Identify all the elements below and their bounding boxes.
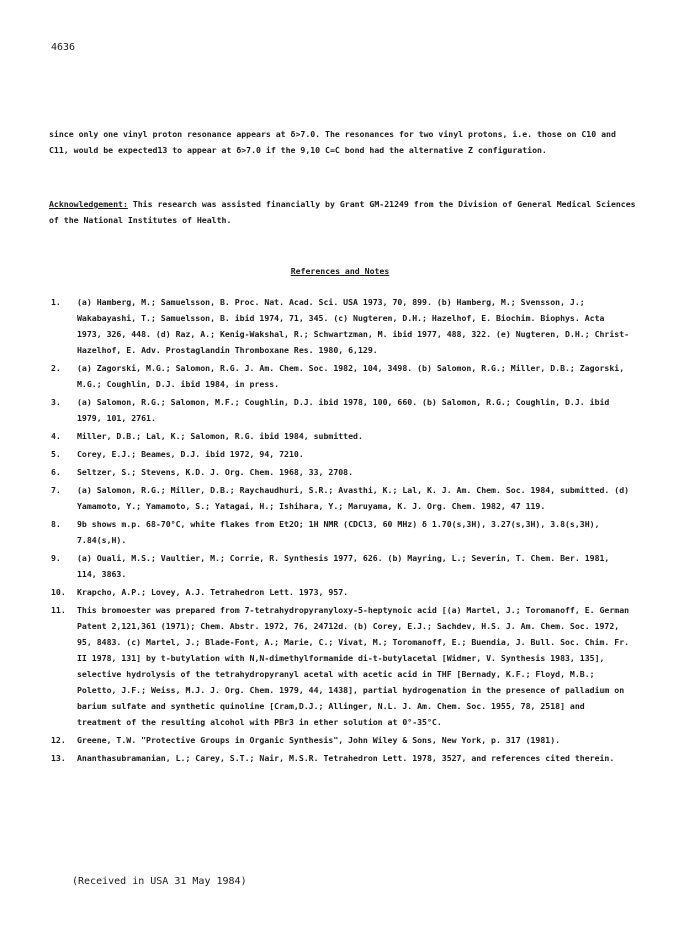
acknowledgement-paragraph [49, 196, 639, 228]
reference-number: 12. [51, 735, 66, 745]
reference-text: (a) Ouali, M.S.; Vaultier, M.; Corrie, R. Synthesis 1977, 626. (b) Mayring, L.; Severin, T. Chem. Ber. 1981, 114, 3863. [77, 553, 610, 579]
reference-number: 2. [51, 363, 61, 373]
reference-item-10 [51, 584, 631, 600]
reference-text: (a) Hamberg, M.; Samuelsson, B. Proc. Nat. Acad. Sci. USA 1973, 70, 899. (b) Hamberg, M.; Svensson, J.; Wakabayashi, T.; Samuelsson, B. ibid 1974, 71, 345. (c) Nugteren, D.H.; Hazelhof, E. Biochim. Biophys. Acta 1973, 326, 448. (d) Raz, A.; Kenig-Wakshal, R.; Schwartzman, M. ibid 1977, 488, 322. (e) Nugteren, D.H.; Christ-Hazelhof, E. Adv. Prostaglandin Thromboxane Res. 1980, 6,129. [77, 297, 630, 355]
reference-text: Corey, E.J.; Beames, D.J. ibid 1972, 94, 7210. [77, 449, 304, 459]
reference-text: (a) Salomon, R.G.; Salomon, M.F.; Coughlin, D.J. ibid 1978, 100, 660. (b) Salomon, R.G.; Coughlin, D.J. ibid 1979, 101, 2761. [77, 397, 610, 423]
acknowledgement-label: Acknowledgement: [49, 199, 128, 209]
reference-item-3 [51, 394, 631, 426]
references-list [51, 294, 631, 768]
reference-item-2 [51, 360, 631, 392]
reference-number: 13. [51, 753, 66, 763]
reference-item-8 [51, 516, 631, 548]
reference-number: 5. [51, 449, 61, 459]
reference-text: Seltzer, S.; Stevens, K.D. J. Org. Chem. 1968, 33, 2708. [77, 467, 354, 477]
reference-text: Miller, D.B.; Lal, K.; Salomon, R.G. ibid 1984, submitted. [77, 431, 363, 441]
reference-item-6 [51, 464, 631, 480]
reference-text: Ananthasubramanian, L.; Carey, S.T.; Nair, M.S.R. Tetrahedron Lett. 1978, 3527, and references cited therein. [77, 753, 615, 763]
reference-item-7 [51, 482, 631, 514]
reference-number: 6. [51, 467, 61, 477]
reference-item-11 [51, 602, 631, 730]
reference-text: (a) Zagorski, M.G.; Salomon, R.G. J. Am. Chem. Soc. 1982, 104, 3498. (b) Salomon, R.G.; Miller, D.B.; Zagorski, M.G.; Coughlin, D.J. ibid 1984, in press. [77, 363, 625, 389]
reference-number: 1. [51, 297, 61, 307]
received-note: (Received in USA 31 May 1984) [72, 876, 247, 887]
reference-text: Greene, T.W. "Protective Groups in Organic Synthesis", John Wiley & Sons, New York, p. 317 (1981). [77, 735, 561, 745]
reference-number: 8. [51, 519, 61, 529]
reference-text: 9b shows m.p. 68-70°C, white flakes from Et2O; 1H NMR (CDCl3, 60 MHz) δ 1.70(s,3H), 3.27(s,3H), 3.8(s,3H), 7.84(s,H). [77, 519, 600, 545]
acknowledgement-text: This research was assisted financially by Grant GM-21249 from the Division of General Medical Sciences of the National Institutes of Health. [49, 199, 636, 225]
reference-item-13 [51, 750, 631, 766]
reference-text: Krapcho, A.P.; Lovey, A.J. Tetrahedron Lett. 1973, 957. [77, 587, 349, 597]
reference-number: 4. [51, 431, 61, 441]
reference-text: (a) Salomon, R.G.; Miller, D.B.; Raychaudhuri, S.R.; Avasthi, K.; Lal, K. J. Am. Chem. Soc. 1984, submitted. (d) Yamamoto, Y.; Yamamoto, S.; Yatagai, H.; Ishihara, Y.; Maruyama, K. J. Org. Chem. 1982, 47 119. [77, 485, 630, 511]
reference-number: 10. [51, 587, 66, 597]
reference-item-12 [51, 732, 631, 748]
reference-number: 11. [51, 605, 66, 615]
reference-number: 3. [51, 397, 61, 407]
reference-number: 7. [51, 485, 61, 495]
reference-number: 9. [51, 553, 61, 563]
page-number: 4636 [51, 42, 76, 53]
reference-item-9 [51, 550, 631, 582]
reference-text: This bromoester was prepared from 7-tetrahydropyranyloxy-5-heptynoic acid [(a) Martel, J.; Toromanoff, E. German Patent 2,121,361 (1971); Chem. Abstr. 1972, 76, 24712d. (b) Corey, E.J.; Sachdev, H.S. J. Am. Chem. Soc. 1972, 95, 8483. (c) Martel, J.; Blade-Font, A.; Marie, C.; Vivat, M.; Toromanoff, E.; Buendia, J. Bull. Soc. Chim. Fr. II 1978, 131] by t-butylation with N,N-dimethylformamide di-t-butylacetal [Widmer, V. Synthesis 1983, 135], selective hydrolysis of the tetrahydropyranyl acetal with acetic acid in THF [Bernady, K.F.; Floyd, M.B.; Poletto, J.F.; Weiss, M.J. J. Org. Chem. 1979, 44, 1438], partial hydrogenation in the presence of palladium on barium sulfate and synthetic quinoline [Cram,D.J.; Allinger, N.L. J. Am. Chem. Soc. 1955, 78, 2518] and treatment of the resulting alcohol with PBr3 in ether solution at 0°-35°C. [77, 605, 630, 727]
reference-item-1 [51, 294, 631, 358]
intro-paragraph: since only one vinyl proton resonance appears at δ>7.0. The resonances for two vinyl protons, i.e. those on C10 and C11, would be expected13 to appear at δ>7.0 if the 9,10 C=C bond had the alternative Z configuration. [49, 129, 616, 155]
reference-item-5 [51, 446, 631, 462]
reference-item-4 [51, 428, 631, 444]
references-heading: References and Notes [290, 266, 390, 276]
